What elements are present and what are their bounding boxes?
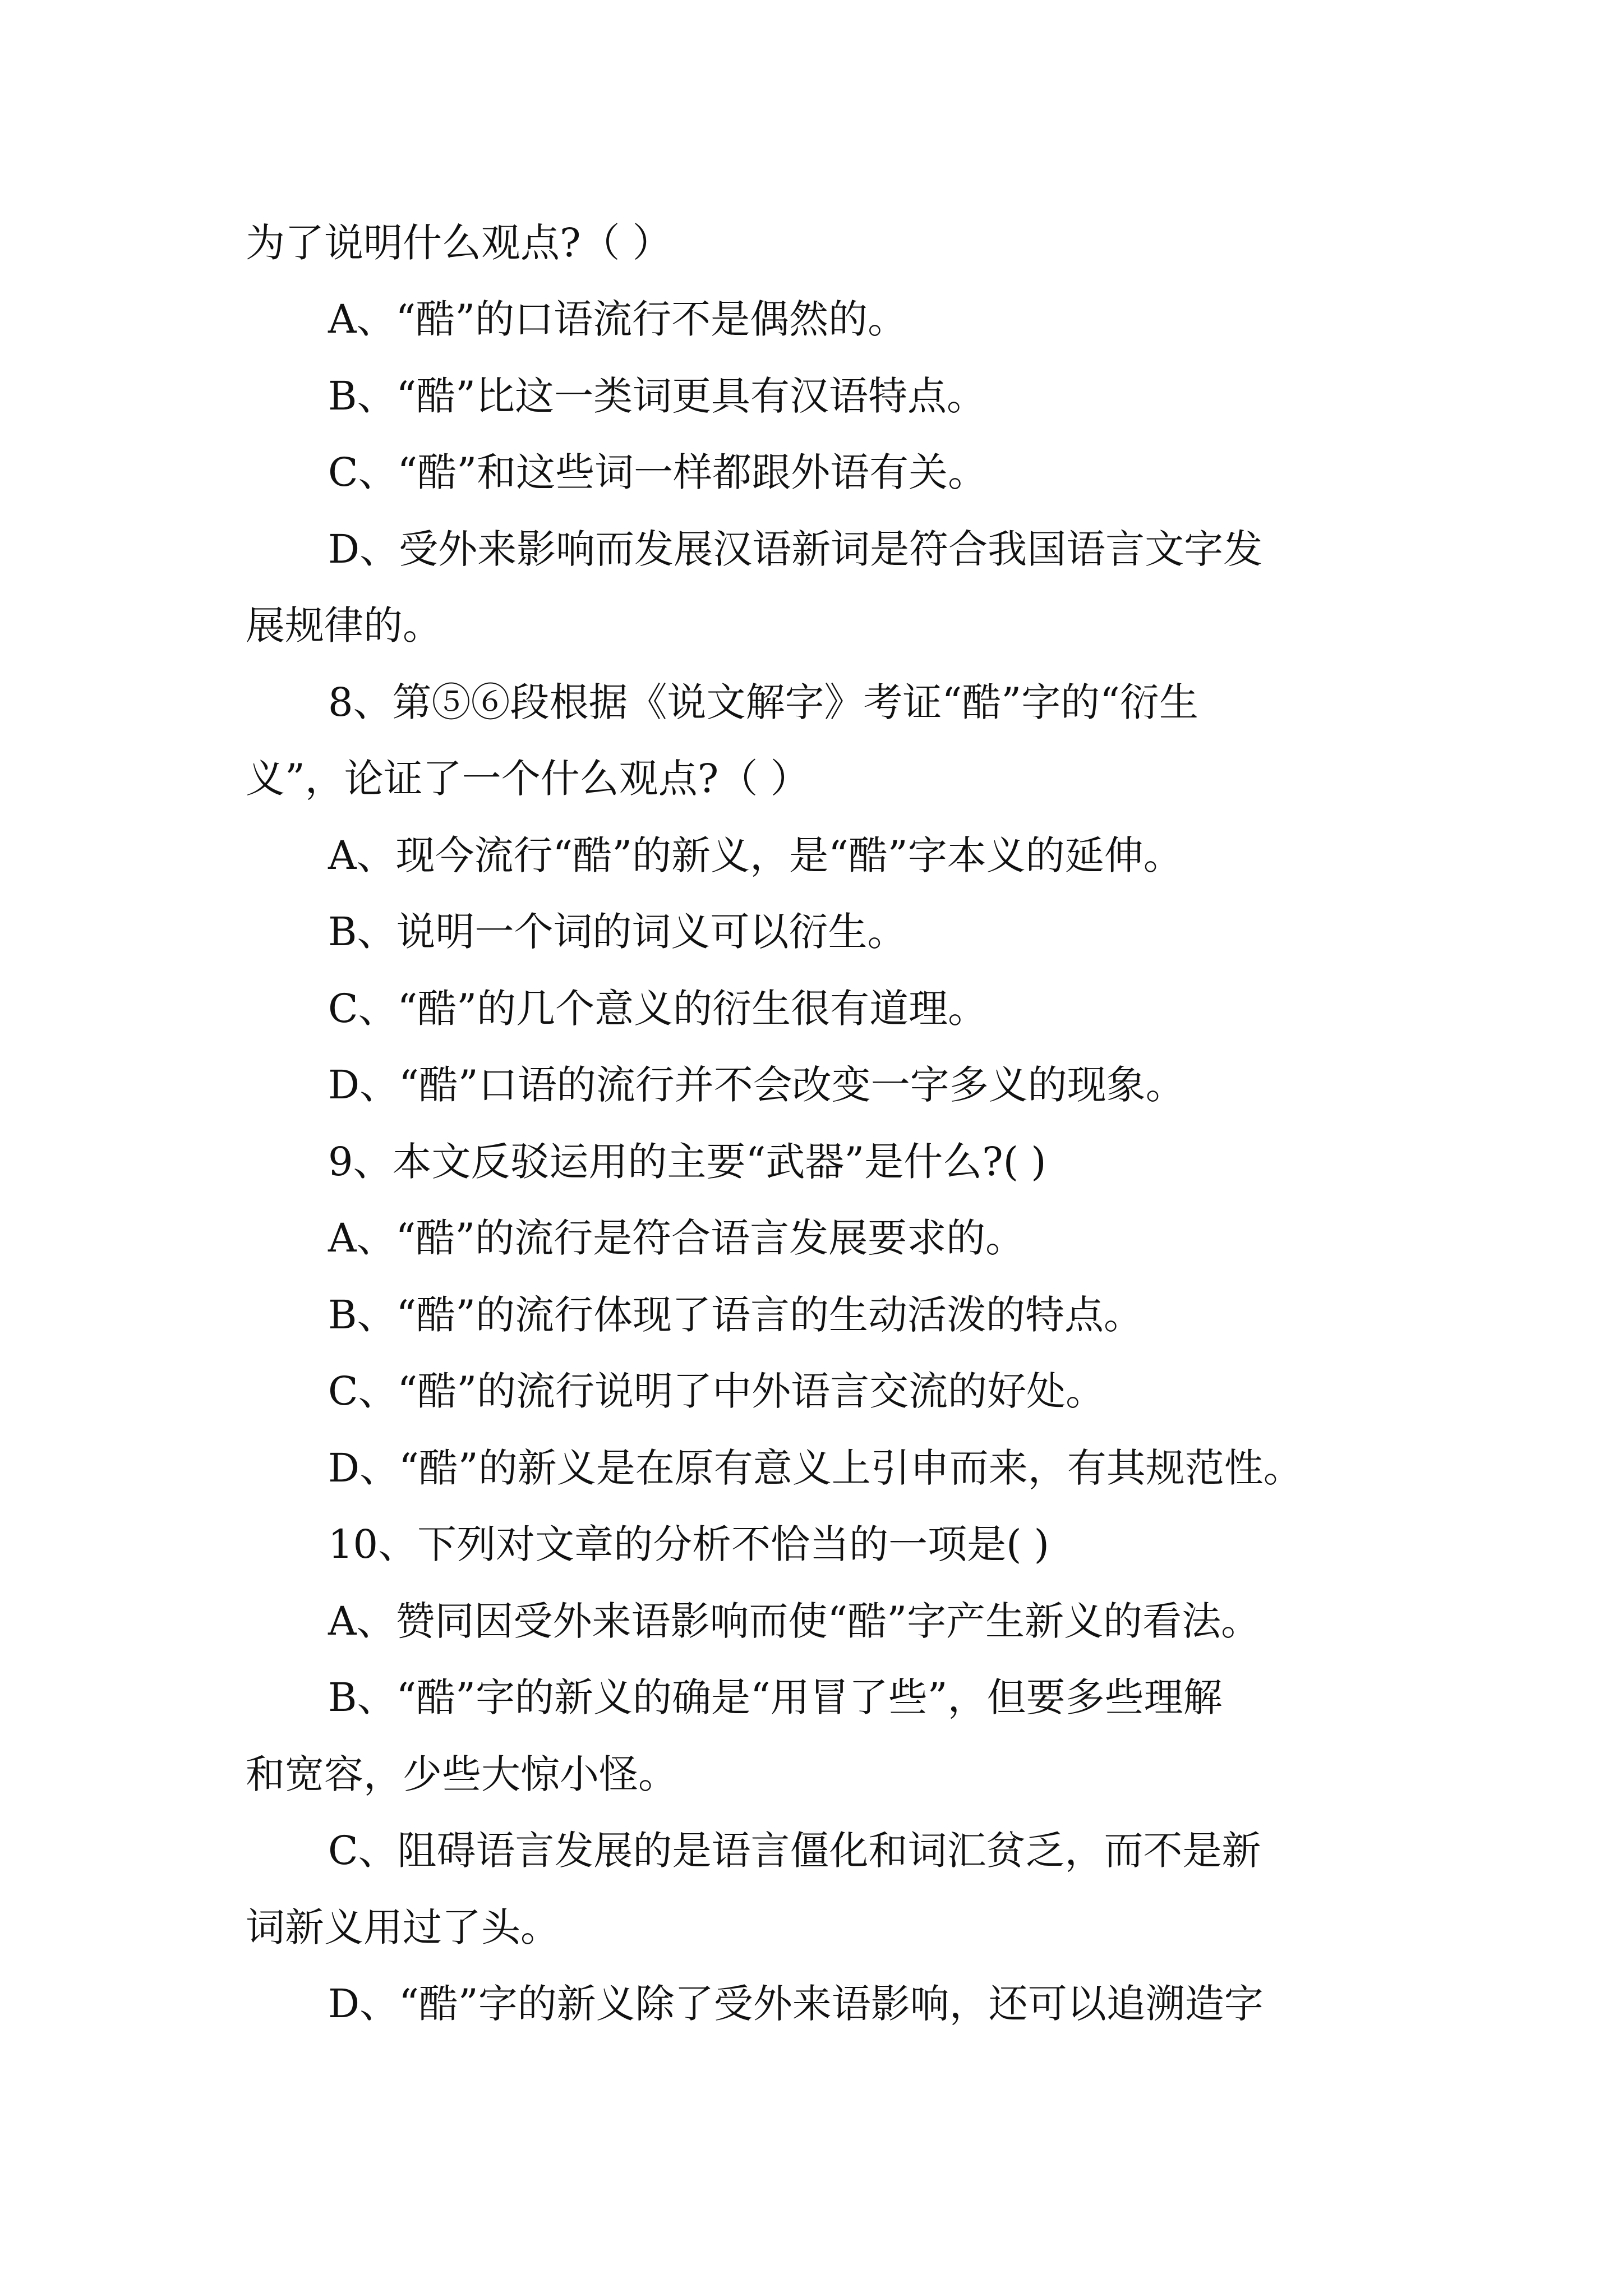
option-d: D、“酷”字的新义除了受外来语影响，还可以追溯造字 (328, 1981, 1264, 2027)
option-c: C、“酷”和这些词一样都跟外语有关。 (328, 449, 988, 495)
option-c: C、“酷”的几个意义的衍生很有道理。 (328, 986, 988, 1032)
text-line: 词新义用过了头。 (246, 1904, 560, 1950)
option-b: B、“酷”比这一类词更具有汉语特点。 (328, 373, 986, 419)
option-a: A、现今流行“酷”的新义，是“酷”字本义的延伸。 (328, 832, 1183, 878)
question-8: 8、第⑤⑥段根据《说文解字》考证“酷”字的“衍生 (328, 679, 1198, 725)
option-b: B、说明一个词的词义可以衍生。 (328, 909, 907, 955)
question-9: 9、本文反驳运用的主要“武器”是什么?( ) (328, 1139, 1046, 1185)
text-line: 义”，论证了一个什么观点?（ ） (246, 756, 810, 802)
option-a: A、“酷”的流行是符合语言发展要求的。 (328, 1215, 1025, 1261)
option-b: B、“酷”的流行体现了语言的生动活泼的特点。 (328, 1292, 1144, 1338)
option-d: D、受外来影响而发展汉语新词是符合我国语言文字发 (328, 526, 1263, 572)
option-c: C、阻碍语言发展的是语言僵化和词汇贫乏，而不是新 (328, 1828, 1261, 1874)
text-line: 和宽容，少些大惊小怪。 (246, 1751, 677, 1797)
question-10: 10、下列对文章的分析不恰当的一项是( ) (328, 1521, 1049, 1567)
option-d: D、“酷”的新义是在原有意义上引申而来，有其规范性。 (328, 1445, 1303, 1491)
option-d: D、“酷”口语的流行并不会改变一字多义的现象。 (328, 1062, 1185, 1108)
text-line: 展规律的。 (246, 602, 442, 648)
option-c: C、“酷”的流行说明了中外语言交流的好处。 (328, 1368, 1105, 1414)
option-b: B、“酷”字的新义的确是“用冒了些”，但要多些理解 (328, 1674, 1223, 1720)
option-a: A、赞同因受外来语影响而使“酷”字产生新义的看法。 (328, 1598, 1261, 1644)
text-line: 为了说明什么观点?（ ） (246, 220, 672, 266)
option-a: A、“酷”的口语流行不是偶然的。 (328, 296, 907, 342)
